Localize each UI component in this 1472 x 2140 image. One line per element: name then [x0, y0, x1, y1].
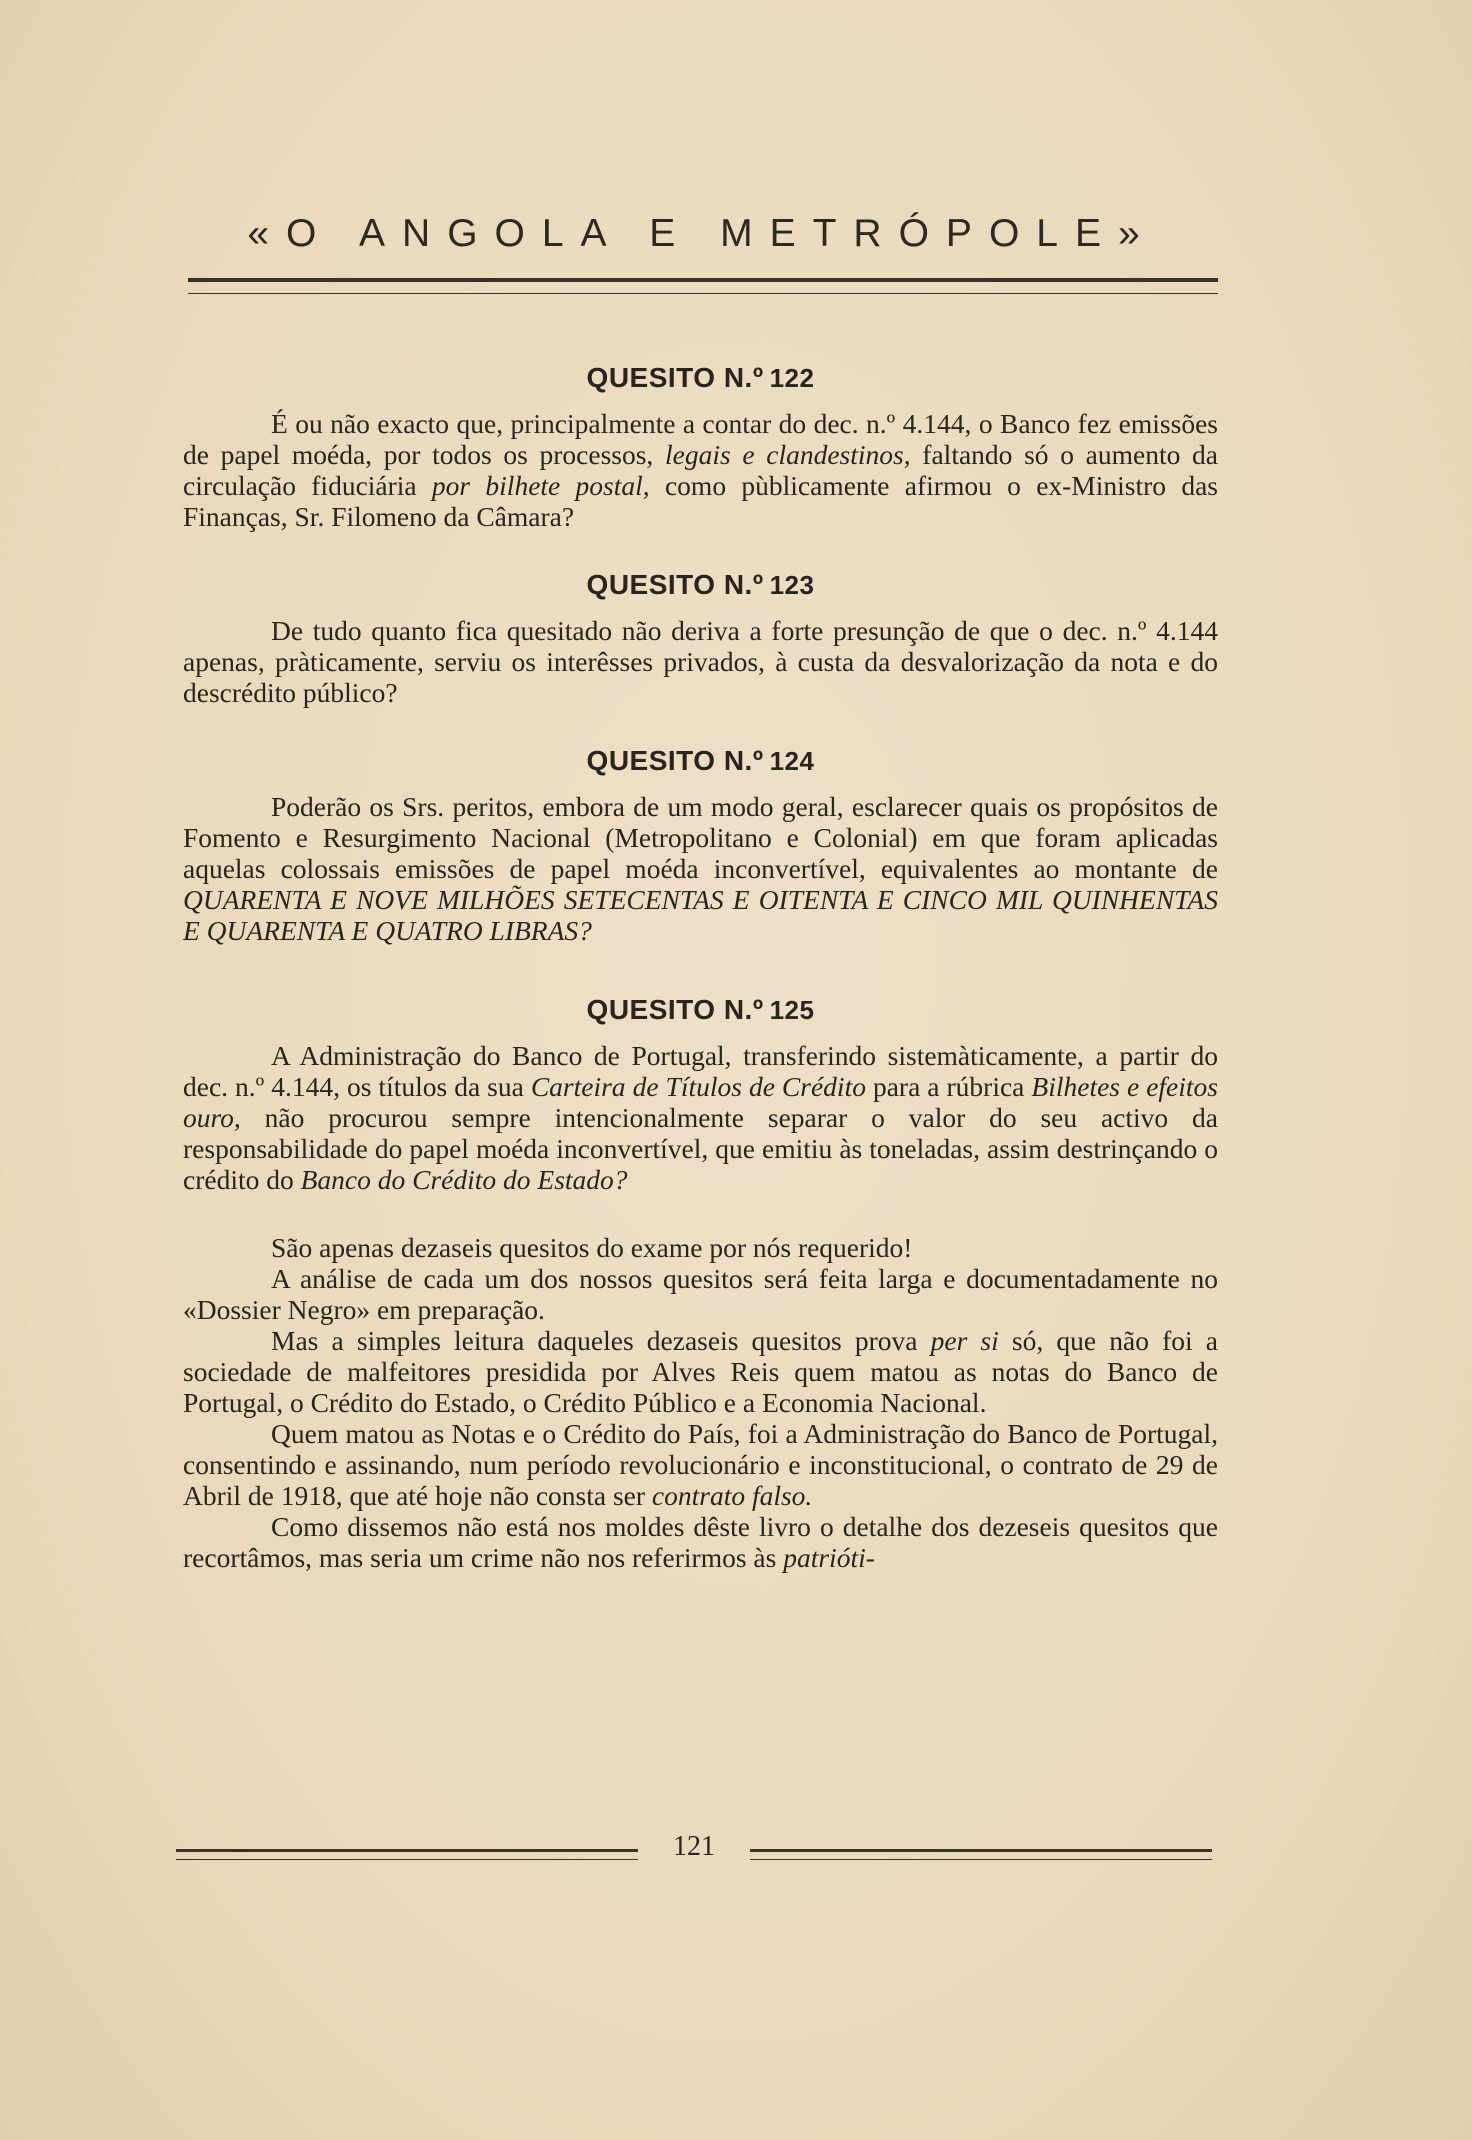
quesito-block — [183, 745, 1218, 946]
text-run: para a rúbrica — [865, 1071, 1032, 1102]
quesito-block — [183, 994, 1218, 1195]
quesito-number: 125 — [769, 995, 815, 1025]
text-run: Como dissemos não está nos moldes dêste livro o detalhe dos dezeseis quesitos que recortâmos, mas seria um crime não nos referirmos às — [183, 1511, 1218, 1573]
text-run: Quem matou as Notas e o Crédito do País, foi a Administração do Banco de Portugal, consentindo e assinando, num período revolucionário e inconstitucional, o contrato de 29 de Abril de 1918, que até hoje não consta ser — [183, 1418, 1218, 1511]
quesito-heading — [183, 569, 1218, 601]
italic-text: patrióti- — [783, 1542, 875, 1573]
italic-text: legais e clandestinos, — [664, 439, 911, 470]
quesitos-list — [183, 362, 1218, 1195]
page-body — [183, 362, 1218, 1573]
text-run: É ou não exacto que, principalmente a contar do dec. n.º 4.144, o Banco fez emissões de papel moéda, por todos os processos, — [183, 408, 1218, 470]
italic-text: per si — [930, 1325, 999, 1356]
quesito-heading — [183, 994, 1218, 1026]
quesito-number: 124 — [769, 746, 815, 776]
quesito-number: 122 — [769, 363, 815, 393]
header-rule — [188, 278, 1218, 294]
text-run: só, que não foi a sociedade de malfeitores presidida por Alves Reis quem matou as notas do Banco de Portugal, o Crédito do Estado, o Crédito Público e a Economia Nacional. — [183, 1325, 1219, 1418]
closing-text — [183, 1232, 1218, 1573]
italic-text: Banco do Crédito do Estado? — [300, 1164, 628, 1195]
quesito-number: 123 — [769, 570, 815, 600]
italic-text: Bilhetes e efeitos ouro, — [183, 1071, 1218, 1133]
quesito-block — [183, 362, 1218, 532]
text-run: A Administração do Banco de Portugal, transferindo sistemàticamente, a partir do dec. n.º 4.144, os títulos da sua — [183, 1040, 1218, 1102]
italic-text: por bilhete postal, — [431, 470, 650, 501]
text-run: como pùblicamente afirmou o ex-Ministro das Finanças, Sr. Filomeno da Câmara? — [183, 470, 1218, 532]
running-head: «O ANGOLA E METRÓPOLE» — [247, 212, 1157, 255]
italic-text: Carteira de Títulos de Crédito — [530, 1071, 866, 1102]
page-footer — [176, 1831, 1212, 1871]
body-paragraph — [183, 1325, 1218, 1418]
body-paragraph — [183, 1232, 1218, 1263]
quesito-label: QUESITO N.º — [586, 994, 764, 1025]
footer-rule-right — [750, 1849, 1212, 1860]
quesito-text — [183, 791, 1218, 946]
quesito-text — [183, 615, 1218, 708]
quesito-text — [183, 408, 1218, 532]
italic-text: QUARENTA E NOVE MILHÕES SETECENTAS E OITENTA E CINCO MIL QUINHENTAS E QUARENTA E QUATRO LIBRAS? — [183, 884, 1218, 946]
text-run: De tudo quanto fica quesitado não deriva a forte presunção de que o dec. n.º 4.144 apenas, pràticamente, serviu os interêsses privados, à custa da desvalorização da nota e do descrédito público? — [183, 615, 1218, 708]
quesito-label: QUESITO N.º — [586, 569, 764, 600]
quesito-label: QUESITO N.º — [586, 745, 764, 776]
text-run: Poderão os Srs. peritos, embora de um modo geral, esclarecer quais os propósitos de Fomento e Resurgimento Nacional (Metropolitano e Colonial) em que foram aplicadas aquelas colossais emissões de papel moéda inconvertível, equivalentes ao montante de — [183, 791, 1218, 884]
quesito-heading — [183, 745, 1218, 777]
body-paragraph — [183, 1263, 1218, 1325]
quesito-block — [183, 569, 1218, 708]
footer-rule-left — [176, 1849, 638, 1860]
text-run: A análise de cada um dos nossos quesitos será feita larga e documentadamente no «Dossier Negro» em preparação. — [183, 1263, 1218, 1325]
text-run: não procurou sempre intencionalmente separar o valor do seu activo da responsabilidade do papel moéda inconvertível, que emitiu às toneladas, assim destrinçando o crédito do — [183, 1102, 1218, 1195]
body-paragraph — [183, 1511, 1218, 1573]
italic-text: contrato falso. — [651, 1480, 813, 1511]
text-run: São apenas dezaseis quesitos do exame por nós requerido! — [271, 1232, 913, 1263]
quesito-label: QUESITO N.º — [586, 362, 764, 393]
quesito-text — [183, 1040, 1218, 1195]
text-run: faltando só o aumento da circulação fiduciária — [183, 439, 1219, 501]
body-paragraph — [183, 1418, 1218, 1511]
text-run: Mas a simples leitura daqueles dezaseis quesitos prova — [271, 1325, 931, 1356]
page-number: 121 — [673, 1831, 715, 1862]
quesito-heading — [183, 362, 1218, 394]
